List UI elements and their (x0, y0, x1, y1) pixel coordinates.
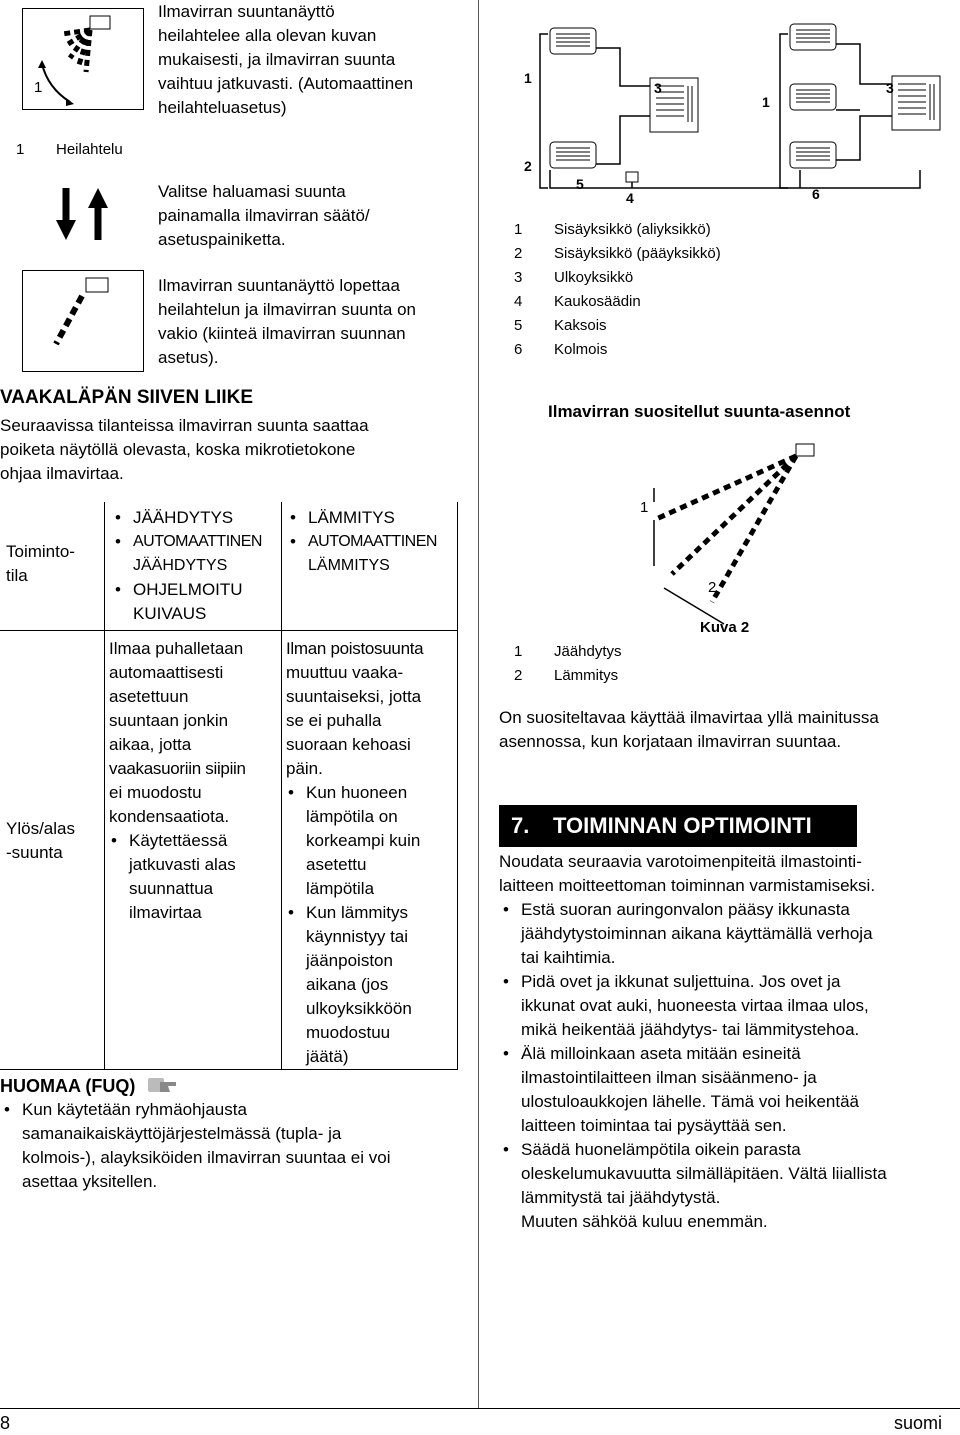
list-item: • LÄMMITYS (288, 506, 457, 530)
list-item: • Kun huoneen lämpötila on korkeampi kuin asetettu lämpötila (286, 781, 457, 901)
page-number: 8 (0, 1413, 11, 1433)
list-item: 6 Kolmois (514, 341, 608, 358)
language-label: suomi (893, 1413, 942, 1433)
note-heading: HUOMAA (FUQ) (0, 1074, 180, 1098)
footer-rule (0, 1408, 960, 1409)
list-item: 2 Lämmitys (514, 667, 619, 684)
mode-label: Toiminto- tila (6, 542, 75, 585)
select-direction-text: Valitse haluamasi suunta painamalla ilmavirran säätö/ asetuspainiketta. (158, 182, 370, 249)
list-item: • Pidä ovet ja ikkunat suljettuina. Jos ovet ja ikkunat ovat auki, huoneesta virtaa ilmaa ulos, mikä heikentää jäähdytys- tai lämmitystehoa. (499, 970, 959, 1042)
mode-table (0, 502, 458, 1070)
list-item: • AUTOMAATTINEN LÄMMITYS (288, 530, 457, 578)
table-row (0, 502, 458, 631)
diagram-label: 5 (576, 176, 584, 192)
list-item: • AUTOMAATTINEN JÄÄHDYTYS (113, 530, 281, 578)
fixed-direction-display-icon (22, 270, 144, 372)
list-item: • Kun lämmitys käynnistyy tai jäänpoiston aikana (jos ulkoyksikköön muodostuu jäätä) (286, 901, 457, 1069)
list-item: 5 Kaksois (514, 317, 607, 334)
list-item: • JÄÄHDYTYS (113, 506, 281, 530)
direction-label: Ylös/alas -suunta (6, 819, 75, 862)
list-item: 2 Sisäyksikkö (pääyksikkö) (514, 245, 721, 262)
diagram-label: 6 (812, 186, 820, 202)
list-item: • Säädä huonelämpötila oikein parasta oleskelumukavuutta silmälläpitäen. Vältä liiallista lämmitystä tai jäähdytystä. Muuten sähköä kuluu enemmän. (499, 1138, 959, 1234)
diagram-legend (514, 218, 954, 362)
table-row (0, 631, 458, 1070)
swing-figure-label: 1 (34, 79, 43, 96)
note-bullet: • Kun käytetään ryhmäohjausta samanaikaiskäyttöjärjestelmässä (tupla- ja kolmois-), alayksiköiden ilmavirran suuntaa ei voi asettaa yksitellen. (0, 1098, 492, 1194)
swing-description: Ilmavirran suuntanäyttö heilahtelee alla olevan kuvan mukaisesti, ja ilmavirran suunta vaihtuu jatkuvasti. (Automaattinen heilahteluasetus) (158, 2, 414, 117)
figure-label-2: 2 (708, 579, 717, 596)
list-item: • OHJELMOITU KUIVAUS (113, 578, 281, 626)
column-divider (478, 0, 479, 1408)
figure-caption: Kuva 2 (700, 619, 750, 636)
optimization-list (499, 898, 959, 1234)
diagram-label: 3 (654, 80, 662, 96)
diagram-label: 1 (524, 70, 532, 86)
list-item: 4 Kaukosäädin (514, 293, 641, 310)
hand-note-icon (146, 1074, 180, 1096)
recommended-heading: Ilmavirran suositellut suunta-asennot (548, 402, 851, 421)
cooling-modes (105, 502, 281, 626)
heating-description: Ilman poistosuunta muuttuu vaaka- suuntaiseksi, jotta se ei puhalla suoraan kehoasi päin. • Kun huoneen lämpötila on korkeampi kuin asetettu lämpötila • Kun lämmitys käynnistyy tai jäänpoiston aikana (jos ulkoyksikköön muodostuu jäätä) (282, 631, 457, 1069)
figure-label-1: 1 (640, 499, 649, 516)
system-diagram (500, 20, 960, 210)
recommended-direction-figure (600, 440, 820, 630)
diagram-label: 3 (886, 80, 894, 96)
list-item: 1 Jäähdytys (514, 643, 622, 660)
list-item: • Älä milloinkaan aseta mitään esineitä ilmastointilaitteen ilman sisäänmeno- ja ulostuloaukkojen lähelle. Tämä voi heikentää laitteen toimintaa tai pysäyttää sen. (499, 1042, 959, 1138)
list-item: 3 Ulkoyksikkö (514, 269, 634, 286)
diagram-label: 2 (524, 158, 532, 174)
list-item: • Estä suoran auringonvalon pääsy ikkunasta jäähdytystoiminnan aikana käyttämällä verhoja tai kaihtimia. (499, 898, 959, 970)
section-intro: Noudata seuraavia varotoimenpiteitä ilmastointi- laitteen moitteettoman toiminnan varmistamiseksi. (499, 852, 876, 895)
diagram-label: 4 (626, 190, 634, 206)
fixed-direction-text: Ilmavirran suuntanäyttö lopettaa heilahtelun ja ilmavirran suunta on vakio (kiinteä ilmavirran suunnan asetus). (158, 276, 416, 367)
section-heading-flap: VAAKALÄPÄN SIIVEN LIIKE (0, 387, 254, 408)
figure-legend (514, 640, 814, 688)
diagram-label: 1 (762, 94, 770, 110)
up-down-arrows-icon (54, 186, 110, 242)
heating-modes (282, 502, 457, 578)
list-item: 1 Sisäyksikkö (aliyksikkö) (514, 221, 711, 238)
recommendation-text: On suositeltavaa käyttää ilmavirtaa yllä mainitussa asennossa, kun korjataan ilmavirran suuntaa. (499, 708, 879, 751)
flap-intro: Seuraavissa tilanteissa ilmavirran suunta saattaa poiketa näytöllä olevasta, koska mikrotietokone ohjaa ilmavirtaa. (0, 416, 369, 483)
cooling-description: Ilmaa puhalletaan automaattisesti asetettuun suuntaan jonkin aikaa, jotta vaakasuoriin siipiin ei muodostu kondensaatiota. • Käytettäessä jatkuvasti alas suunnattua ilmavirtaa (105, 631, 281, 925)
list-item: • Käytettäessä jatkuvasti alas suunnattua ilmavirtaa (109, 829, 281, 925)
section-banner: 7. TOIMINNAN OPTIMOINTI (499, 805, 857, 847)
